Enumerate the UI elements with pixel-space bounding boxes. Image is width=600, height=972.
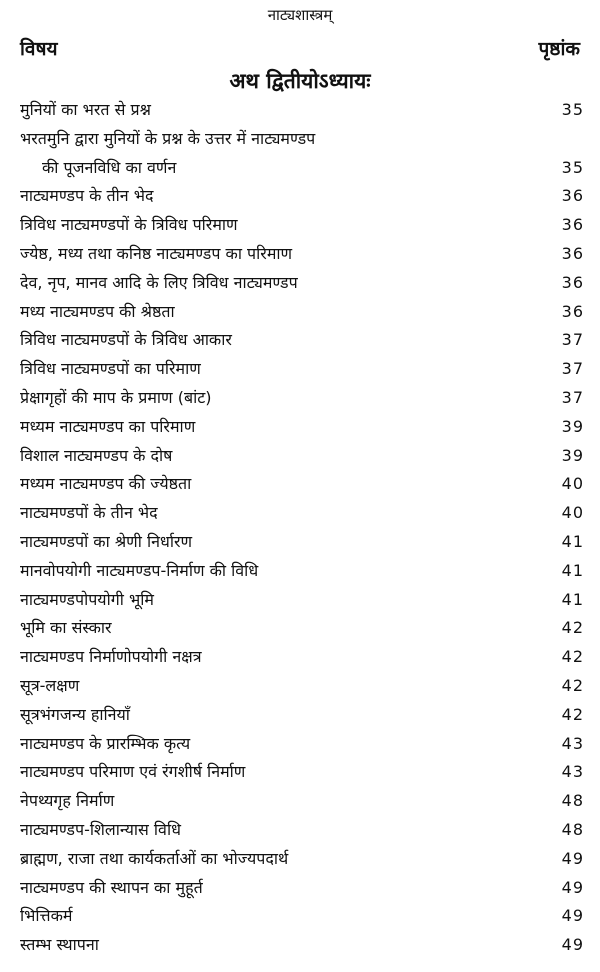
toc-entry-page-number: 48 — [561, 819, 584, 839]
toc-entry-title-text: नाट्यमण्डप-शिलान्यास विधि — [20, 819, 181, 839]
toc-entry-page-number: 36 — [561, 272, 584, 292]
toc-entry — [20, 125, 584, 183]
toc-entry-page-number: 36 — [561, 186, 584, 206]
toc-entry-title-text: मानवोपयोगी नाट्यमण्डप-निर्माण की विधि — [20, 560, 259, 580]
toc-entry — [20, 614, 584, 643]
toc-entry-title — [20, 384, 544, 413]
toc-entry-title — [20, 758, 544, 787]
toc-entry-title — [20, 413, 544, 442]
toc-entry-page-number: 42 — [561, 618, 584, 638]
toc-entry — [20, 557, 584, 586]
toc-entry — [20, 816, 584, 845]
toc-entry — [20, 902, 584, 931]
toc-entry — [20, 845, 584, 874]
toc-entry-title — [20, 845, 544, 874]
toc-entry-title — [20, 902, 544, 931]
toc-entry-page-number: 37 — [561, 387, 584, 407]
toc-entry-title-text: मुनियों का भरत से प्रश्न — [20, 100, 151, 119]
toc-entry-title — [20, 643, 544, 672]
toc-entry-title — [20, 701, 544, 730]
toc-entry-title — [20, 182, 544, 211]
toc-entry-title-text: नाट्यमण्डप परिमाण एवं रंगशीर्ष निर्माण — [20, 762, 246, 782]
toc-entry-page-number: 37 — [561, 359, 584, 379]
toc-entry — [20, 643, 584, 672]
toc-entry-page-number: 36 — [561, 301, 584, 321]
running-head: नाट्यशास्त्रम् — [267, 6, 333, 24]
toc-entry — [20, 413, 584, 442]
toc-entry-title-text: देव, नृप, मानव आदि के लिए त्रिविध नाट्यमण्डप — [20, 272, 298, 292]
toc-entry-page-number: 41 — [561, 589, 584, 609]
toc-entry-title-text: त्रिविध नाट्यमण्डपों के त्रिविध परिमाण — [20, 215, 238, 235]
chapter-title: अथ द्वितीयोऽध्यायः — [229, 69, 371, 93]
toc-entry-title-continuation: की पूजनविधि का वर्णन — [42, 157, 177, 177]
toc-entry-title-text: नाट्यमण्डपों का श्रेणी निर्धारण — [20, 531, 193, 551]
toc-entry-page-number: 36 — [561, 215, 584, 235]
toc-entry-title — [20, 96, 544, 125]
toc-entry-title — [20, 586, 544, 615]
toc-entry — [20, 326, 584, 355]
toc-entry-page-number: 42 — [561, 647, 584, 667]
toc-entry-page-number: 42 — [561, 675, 584, 695]
toc-entry — [20, 874, 584, 903]
toc-entry-page-number: 43 — [561, 733, 584, 753]
toc-entry-title — [20, 816, 544, 845]
toc-entry-page-number: 35 — [561, 157, 584, 177]
toc-entry-title — [20, 874, 544, 903]
toc-entry-page-number: 42 — [561, 704, 584, 724]
toc-entry-title — [20, 355, 544, 384]
toc-entry-title — [20, 125, 544, 183]
toc-entry-title — [20, 499, 544, 528]
toc-entry — [20, 182, 584, 211]
toc-entry-page-number: 35 — [561, 100, 584, 119]
toc-entry-title — [20, 240, 544, 269]
toc-entry-title-text: सूत्रभंगजन्य हानियाँ — [20, 704, 130, 724]
toc-entry-page-number: 37 — [561, 330, 584, 350]
toc-entry-title — [20, 470, 544, 499]
toc-entry-title-text: त्रिविध नाट्यमण्डपों के त्रिविध आकार — [20, 330, 232, 350]
toc-entry — [20, 672, 584, 701]
toc-list — [20, 96, 584, 960]
page-column-heading: पृष्ठांक — [538, 38, 580, 60]
toc-entry-title — [20, 211, 544, 240]
toc-entry-page-number: 43 — [561, 762, 584, 782]
toc-entry-page-number: 49 — [561, 848, 584, 868]
toc-entry-title-text: नेपथ्यगृह निर्माण — [20, 791, 115, 811]
toc-entry-title-text: स्तम्भ स्थापना — [20, 935, 99, 955]
toc-entry-title-text: मध्यम नाट्यमण्डप की ज्येष्ठता — [20, 474, 192, 494]
toc-entry-page-number: 40 — [561, 474, 584, 494]
toc-entry-title-text: भरतमुनि द्वारा मुनियों के प्रश्न के उत्तर में नाट्यमण्डप — [20, 128, 316, 148]
toc-entry-title-text: भूमि का संस्कार — [20, 618, 112, 638]
toc-entry-page-number: 36 — [561, 243, 584, 263]
toc-entry — [20, 384, 584, 413]
toc-entry — [20, 96, 584, 125]
toc-entry-title-text: विशाल नाट्यमण्डप के दोष — [20, 445, 173, 465]
toc-entry-page-number: 39 — [561, 416, 584, 436]
toc-entry-title-text: ब्राह्मण, राजा तथा कार्यकर्ताओं का भोज्यपदार्थ — [20, 848, 289, 868]
toc-entry — [20, 931, 584, 960]
toc-entry — [20, 298, 584, 327]
toc-entry — [20, 269, 584, 298]
toc-entry — [20, 701, 584, 730]
toc-entry-page-number: 49 — [561, 906, 584, 926]
toc-entry-title-text: नाट्यमण्डप निर्माणोपयोगी नक्षत्र — [20, 647, 202, 667]
toc-entry-page-number: 48 — [561, 791, 584, 811]
toc-entry-title — [20, 672, 544, 701]
toc-entry-title-text: नाट्यमण्डपोपयोगी भूमि — [20, 589, 154, 609]
toc-entry-title-text: नाट्यमण्डपों के तीन भेद — [20, 503, 158, 523]
toc-entry — [20, 586, 584, 615]
toc-entry-title-text: मध्य नाट्यमण्डप की श्रेष्ठता — [20, 301, 175, 321]
toc-entry-title — [20, 442, 544, 471]
toc-entry-title — [20, 557, 544, 586]
toc-entry-title-text: सूत्र-लक्षण — [20, 675, 80, 695]
toc-entry — [20, 240, 584, 269]
toc-entry-page-number: 49 — [561, 877, 584, 897]
toc-entry-title-text: नाट्यमण्डप की स्थापन का मुहूर्त — [20, 877, 203, 897]
toc-entry — [20, 355, 584, 384]
toc-entry — [20, 730, 584, 759]
toc-entry-title — [20, 269, 544, 298]
toc-entry-title-text: भित्तिकर्म — [20, 906, 73, 926]
subject-column-heading: विषय — [20, 38, 58, 60]
toc-entry — [20, 528, 584, 557]
toc-entry-title — [20, 730, 544, 759]
toc-entry-page-number: 49 — [561, 935, 584, 955]
toc-entry-title — [20, 931, 544, 960]
toc-entry-title — [20, 614, 544, 643]
toc-entry-title-text: मध्यम नाट्यमण्डप का परिमाण — [20, 416, 196, 436]
toc-entry-title — [20, 326, 544, 355]
toc-entry-title — [20, 298, 544, 327]
toc-entry-title-text: नाट्यमण्डप के प्रारम्भिक कृत्य — [20, 733, 191, 753]
toc-entry-page-number: 41 — [561, 560, 584, 580]
toc-entry-page-number: 41 — [561, 531, 584, 551]
toc-entry — [20, 787, 584, 816]
toc-entry-title-text: ज्येष्ठ, मध्य तथा कनिष्ठ नाट्यमण्डप का परिमाण — [20, 243, 293, 263]
toc-entry — [20, 499, 584, 528]
toc-entry-title-text: नाट्यमण्डप के तीन भेद — [20, 186, 154, 206]
toc-entry — [20, 442, 584, 471]
toc-entry-title-text: त्रिविध नाट्यमण्डपों का परिमाण — [20, 359, 201, 379]
toc-entry-title — [20, 528, 544, 557]
toc-entry — [20, 758, 584, 787]
toc-entry-title-text: प्रेक्षागृहों की माप के प्रमाण (बांट) — [20, 387, 212, 407]
toc-entry — [20, 470, 584, 499]
toc-entry — [20, 211, 584, 240]
toc-entry-page-number: 39 — [561, 445, 584, 465]
toc-entry-page-number: 40 — [561, 503, 584, 523]
toc-entry-title — [20, 787, 544, 816]
